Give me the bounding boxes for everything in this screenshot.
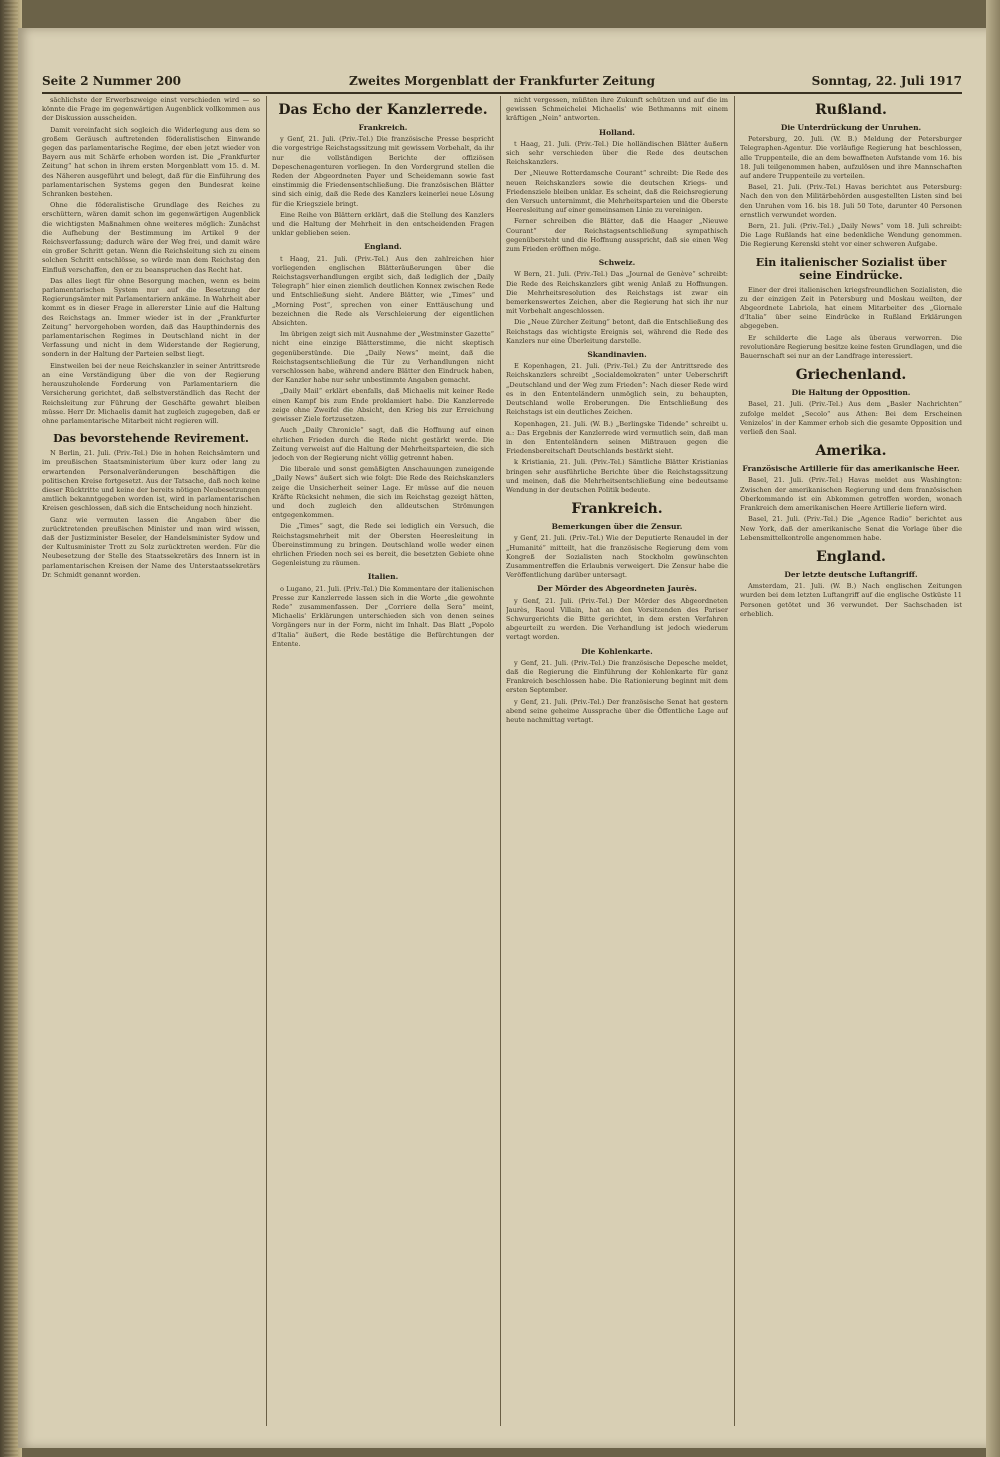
paragraph: nicht vergessen, müßten ihre Zukunft schützen und auf die im gewissen Schmeichelei Michaelis' wie Bethmanns mit einem kräftigen „Nein“ antworten.: [506, 96, 728, 123]
paragraph: sächlichste der Erwerbszweige einst verschieden wird — so könnte die Frage im gegenwärtigen Augenblick vollkommen aus der Diskussion ausscheiden.: [42, 96, 260, 123]
column-rule: [500, 96, 501, 1426]
subhead-schweiz: Schweiz.: [598, 258, 636, 268]
paragraph: Bern, 21. Juli. (Priv.-Tel.) „Daily News“ vom 18. Juli schreibt: Die Lage Rußlands hat eine bedenkliche Wendung genommen. Die Regierung Kerenski steht vor einer schweren Aufgabe.: [740, 222, 962, 249]
subhead-england: England.: [364, 242, 402, 252]
paragraph: Amsterdam, 21. Juli. (W. B.) Nach englischen Zeitungen wurden bei dem letzten Luftangriff auf die englische Ostküste 11 Personen getötet und 36 verwundet. Der Sachschaden ist erheblich.: [740, 582, 962, 618]
masthead: [42, 70, 962, 94]
paragraph: Die „Times“ sagt, die Rede sei lediglich ein Versuch, die Reichstagsmehrheit mit der Obersten Heeresleitung in Übereinstimmung zu bringen. Deutschland wolle weder einen ehrlichen Frieden noch sei es bereit, die besetzten Gebiete ohne Gegenleistung zu räumen.: [272, 522, 494, 568]
subhead-zensur: Bemerkungen über die Zensur.: [551, 522, 683, 532]
paragraph: Basel, 21. Juli. (Priv.-Tel.) Die „Agence Radio“ berichtet aus New York, daß der amerikanische Senat die Vorlage über die Lebensmittelkontrolle angenommen habe.: [740, 515, 962, 542]
paragraph: „Daily Mail“ erklärt ebenfalls, daß Michaelis mit keiner Rede einen Kampf bis zum Ende proklamiert habe. Die Kanzlerrede zeige ohne Zweifel die Absicht, den Krieg bis zur Erreichung gewisser Ziele fortzusetzen.: [272, 387, 494, 424]
subhead-moerder: Der Mörder des Abgeordneten Jaurès.: [537, 584, 697, 594]
issue-date: Sonntag, 22. Juli 1917: [811, 74, 962, 88]
paragraph: Damit vereinfacht sich sogleich die Widerlegung aus dem so großem Geräusch auftretenden föderalistischen Einwande gegen das parlamentarische Regime, der eben jetzt wieder von Bayern aus mit Schärfe erhoben worden ist. Die „Frankfurter Zeitung“ hat schon in ihrem ersten Morgenblatt vom 15. d. M. des Näheren ausgeführt und belegt, daß für die Einführung des parlamentarischen Systems gegen den Bundesrat keine Schranken bestehen.: [42, 125, 260, 199]
paragraph: Ganz wie vermuten lassen die Angaben über die zurücktretenden preußischen Minister und man wird wissen, daß der Justizminister Beseler, der Handelsminister Sydow und der Kultusminister Trott zu Solz zurücktreten werden. Für die Neubesetzung der Stelle des Staatssekretärs des Innern ist in parlamentarischen Kreisen der Name des Unterstaatssekretärs Dr. Schmidt genannt worden.: [42, 515, 260, 579]
column-4: [740, 96, 962, 1436]
subhead-holland: Holland.: [599, 127, 635, 137]
paragraph: y Genf, 21. Juli. (Priv.-Tel.) Wie der Deputierte Renaudel in der „Humanité“ mitteilt, hat die französische Regierung dem vom Kongreß der Sozialisten nach Stockholm gewünschten Zusammentreffen die Erlaubnis verweigert. Die Zensur habe die Veröffentlichung darüber untersagt.: [506, 534, 728, 580]
paragraph: Der „Nieuwe Rotterdamsche Courant“ schreibt: Die Rede des neuen Reichskanzlers sowie die deutschen Kriegs- und Friedensziele bleiben unklar. Es scheint, daß die Reichsregierung den Versuch unternimmt, die Mehrheitsparteien und die Oberste Heeresleitung auf einer gemeinsamen Linie zu vereinigen.: [506, 169, 728, 215]
page-number: Seite 2 Nummer 200: [42, 74, 182, 88]
paragraph: Die liberale und sonst gemäßigten Anschauungen zuneigende „Daily News“ äußert sich wie folgt: Die Rede des Reichskanzlers zeige die Unsicherheit seiner Lage. Er müsse auf die neuen Kräfte Rücksicht nehmen, die sich im Reichstag gezeigt hätten, und doch zugleich den alldeutschen Strömungen entgegenkommen.: [272, 465, 494, 520]
column-rule: [266, 96, 267, 1426]
paragraph: k Kristiania, 21. Juli. (Priv.-Tel.) Sämtliche Blätter Kristianias bringen sehr ausführliche Berichte über die Reichstagssitzung und meinen, daß die Mehrheitsentschließung eine bedeutsame Wendung in der deutschen Politik bedeute.: [506, 458, 728, 494]
headline-russland: Rußland.: [815, 102, 887, 118]
subhead-artillerie: Französische Artillerie für das amerikanische Heer.: [742, 464, 960, 474]
headline-echo: Das Echo der Kanzlerrede.: [278, 102, 488, 118]
paragraph: Auch „Daily Chronicle“ sagt, daß die Hoffnung auf einen ehrlichen Frieden durch die Rede nicht gestärkt werde. Die Zeitung verweist auf die Haltung der Mehrheitsparteien, die sich jedoch von der Regierung nicht völlig getrennt haben.: [272, 426, 494, 462]
subhead-opposition: Die Haltung der Opposition.: [791, 388, 911, 398]
paper-title: Zweites Morgenblatt der Frankfurter Zeitung: [349, 74, 655, 88]
paragraph: E Kopenhagen, 21. Juli. (Priv.-Tel.) Zu der Antrittsrede des Reichskanzlers schreibt „Socialdemokraten“ unter Ueberschrift „Deutschland und der Weg zum Frieden“: Nach dieser Rede wird es in den Ententeländern unmöglich sein, zu behaupten, Deutschland wolle Eroberungen. Die Entschließung des Reichstags ist ein deutliches Zeichen.: [506, 362, 728, 417]
paragraph: Ferner schreiben die Blätter, daß die Haager „Nieuwe Courant“ der Reichstagsentschließung sympathisch gegenübersteht und die Hoffnung ausspricht, daß sie einen Weg zum Frieden eröffnen möge.: [506, 217, 728, 254]
subhead-luftangriff: Der letzte deutsche Luftangriff.: [784, 569, 918, 579]
paragraph: Basel, 21. Juli. (Priv.-Tel.) Aus dem „Basler Nachrichten“ zufolge meldet „Secolo“ aus Athen: Bei dem Erscheinen Venizelos' in der Kammer erhob sich die gesamte Opposition und verließ den Saal.: [740, 400, 962, 437]
column-rule: [734, 96, 735, 1426]
column-1: [42, 96, 260, 1436]
paragraph: t Haag, 21. Juli. (Priv.-Tel.) Die holländischen Blätter äußern sich sehr verschieden über die Rede des deutschen Reichskanzlers.: [506, 139, 728, 167]
headline-revirement: Das bevorstehende Revirement.: [53, 432, 249, 446]
paragraph: y Genf, 21. Juli. (Priv.-Tel.) Der französische Senat hat gestern abend seine geheime Aussprache über die Öffentliche Lage auf heute nachmittag vertagt.: [506, 697, 728, 724]
paragraph: Das alles liegt für ohne Besorgung machen, wenn es beim parlamentarischen System nur auf die Besetzung der Regierungsämter mit Parlamentariern ankäme. In Wahrheit aber kommt es in dieser Frage in allererster Linie auf die Haltung des Reichstags an. Immer wieder ist in der „Frankfurter Zeitung“ hervorgehoben worden, daß das Haupthindernis des parlamentarischen Regimes in Deutschland nicht in der Verfassung und nicht in dem Widerstande der Regierung, sondern in der Haltung der Parteien selbst liegt.: [42, 276, 260, 359]
paragraph: N Berlin, 21. Juli. (Priv.-Tel.) Die in hohen Reichsämtern und im preußischen Staatsministerium über kurz oder lang zu erwartenden Personalveränderungen beschäftigen die politischen Kreise fortgesetzt. Aus der Tatsache, daß noch keine dieser Rücktritte und keine der bereits nötigen Neubesetzungen amtlich bekanntgegeben worden ist, wird in parlamentarischen Kreisen geschlossen, daß sich die Entscheidung noch hinzieht.: [42, 449, 260, 513]
paragraph: Basel, 21. Juli. (Priv.-Tel.) Havas meldet aus Washington: Zwischen der amerikanischen Regierung und dem französischen Oberkommando ist ein Abkommen getroffen worden, wonach Frankreich dem amerikanischen Heere Artillerie liefern wird.: [740, 476, 962, 513]
headline-england: England.: [816, 548, 886, 565]
paragraph: t Haag, 21. Juli. (Priv.-Tel.) Aus den zahlreichen hier vorliegenden englischen Blätteräußerungen über die Reichstagsverhandlungen ergibt sich, daß lediglich der „Daily Telegraph“ hier einen ziemlich deutlichen Konnex zwischen Rede und Entschließung sieht. Andere Blätter, wie „Times“ und „Morning Post“, sprechen von einer Enttäuschung und bezeichnen die Rede als Verschleierung der eigentlichen Absichten.: [272, 254, 494, 328]
paragraph: Im übrigen zeigt sich mit Ausnahme der „Westminster Gazette“ nicht eine einzige Blätterstimme, die nicht skeptisch gegenüberstünde. Die „Daily News“ meint, daß die Reichstagsentschließung die Tür zu Verhandlungen nicht verschlossen habe, während andere Blätter den Eindruck haben, der Kanzler habe nur sehr unbestimmte Angaben gemacht.: [272, 330, 494, 385]
paragraph: Er schilderte die Lage als überaus verworren. Die revolutionäre Regierung besitze keine festen Grundlagen, und die Bauernschaft sei nur an der Landfrage interessiert.: [740, 333, 962, 361]
paragraph: Kopenhagen, 21. Juli. (W. B.) „Berlingske Tidende“ schreibt u. a.: Das Ergebnis der Kanzlerrede wird vermutlich sein, daß man in den Ententeländern seinen Mißtrauen gegen die Friedensbereitschaft Deutschlands bestärkt sieht.: [506, 419, 728, 456]
headline-italien-sozialist: Ein italienischer Sozialist über seine Eindrücke.: [755, 255, 947, 282]
subhead-frankreich: Frankreich.: [358, 123, 408, 132]
paragraph: y Genf, 21. Juli. (Priv.-Tel.) Die französische Depesche meldet, daß die Regierung die Einführung der Kohlenkarte für ganz Frankreich beschlossen habe. Die Rationierung beginnt mit dem ersten September.: [506, 658, 728, 695]
paragraph: Einer der drei italienischen kriegsfreundlichen Sozialisten, die zu der einzigen Zeit in Petersburg und Moskau weilten, der Abgeordnete Labriola, hat einem Mitarbeiter des „Giornale d'Italia“ über seine Eindrücke in Rußland Erklärungen abgegeben.: [740, 285, 962, 331]
paragraph: Ohne die föderalistische Grundlage des Reiches zu erschüttern, wären damit schon im gegenwärtigen Augenblick die wichtigsten Maßnahmen ohne weiteres möglich: Zunächst die Aufhebung der Bestimmung im Artikel 9 der Reichsverfassung; dadurch wäre der Weg frei, und damit wäre ein großer Schritt getan. Wenn die Reichsleitung sich zu einem solchen Schritt entschlösse, so würde man dem Reichstag den Einfluß verschaffen, den er zu beanspruchen das Recht hat.: [42, 201, 260, 274]
column-2: [272, 96, 494, 1436]
subhead-unterdrueckung: Die Unterdrückung der Unruhen.: [780, 123, 922, 132]
paragraph: W Bern, 21. Juli. (Priv.-Tel.) Das „Journal de Genève“ schreibt: Die Rede des Reichskanzlers gibt wenig Anlaß zu Hoffnungen. Die Mehrheitsresolution des Reichstags ist zwar ein bemerkenswertes Zeichen, aber die Regierung hat sich ihr nur mit Vorbehalt angeschlossen.: [506, 270, 728, 316]
paragraph: Basel, 21. Juli. (Priv.-Tel.) Havas berichtet aus Petersburg: Nach den von den Militärbehörden ausgestellten Listen sind bei den Unruhen vom 16. bis 18. Juli 50 Tote, darunter 40 Personen ernstlich verwundet worden.: [740, 183, 962, 219]
headline-griechenland: Griechenland.: [795, 367, 907, 384]
column-3: [506, 96, 728, 1436]
paragraph: Die „Neue Zürcher Zeitung“ betont, daß die Entschließung des Reichstags das wichtigste Ereignis sei, während die Rede des Kanzlers nur eine Überleitung darstelle.: [506, 318, 728, 345]
page-edge: [986, 0, 1000, 1457]
paragraph: Eine Reihe von Blättern erklärt, daß die Stellung des Kanzlers und die Haltung der Mehrheit in den entscheidenden Fragen unklar geblieben seien.: [272, 210, 494, 238]
subhead-skandinavien: Skandinavien.: [587, 350, 647, 360]
headline-amerika: Amerika.: [815, 443, 887, 460]
subhead-italien: Italien.: [367, 572, 399, 582]
paragraph: y Genf, 21. Juli. (Priv.-Tel.) Die französische Presse bespricht die vorgestrige Reichstagssitzung mit gewissem Vorbehalt, da ihr nur die vollständigen Berichte der offiziösen Depeschenagenturen vorliegen. In den Vordergrund stellen die Reden der Abgeordneten Payer und Scheidemann sowie fast einstimmig die Friedensentschließung. Die französischen Blätter sind sich einig, daß die Rede des Kanzlers keinerlei neue Lösung für die Kriegsziele bringt.: [272, 135, 494, 208]
paragraph: Einstweilen bei der neue Reichskanzler in seiner Antrittsrede an eine Verständigung über die von der Regierung herauszuholende Forderung von Parlamentariern die Versicherung gerichtet, daß selbstverständlich das Recht der Reichsleitung zur Führung der Geschäfte gewahrt bleiben müsse. Herr Dr. Michaelis damit hat zugleich zugegeben, daß er ohne parlamentarische Mitarbeit nicht regieren will.: [42, 361, 260, 425]
paragraph: o Lugano, 21. Juli. (Priv.-Tel.) Die Kommentare der italienischen Presse zur Kanzlerrede lassen sich in die Worte „die gewohnte Rede“ zusammenfassen. Der „Corriere della Sera“ meint, Michaelis' Erklärungen unterschieden sich von denen seines Vorgängers nur in der Form, nicht im Inhalt. Das Blatt „Popolo d'Italia“ äußert, die Rede bestätige die Befürchtungen der Entente.: [272, 584, 494, 648]
paragraph: y Genf, 21. Juli. (Priv.-Tel.) Der Mörder des Abgeordneten Jaurès, Raoul Villain, hat an den Vorsitzenden des Pariser Schwurgerichts die Bitte gerichtet, in dem ersten Verfahren abgeurteilt zu werden. Die Verhandlung ist jedoch wiederum vertagt worden.: [506, 596, 728, 642]
subhead-kohlen: Die Kohlenkarte.: [581, 646, 653, 656]
headline-frankreich: Frankreich.: [571, 501, 663, 518]
paragraph: Petersburg, 20. Juli. (W. B.) Meldung der Petersburger Telegraphen-Agentur. Die vorläufige Regierung hat beschlossen, alle Truppenteile, die an dem bewaffneten Aufstande vom 16. bis 18. Juli teilgenommen haben, aufzulösen und ihre Mannschaften auf andere Truppenteile zu verteilen.: [740, 135, 962, 181]
